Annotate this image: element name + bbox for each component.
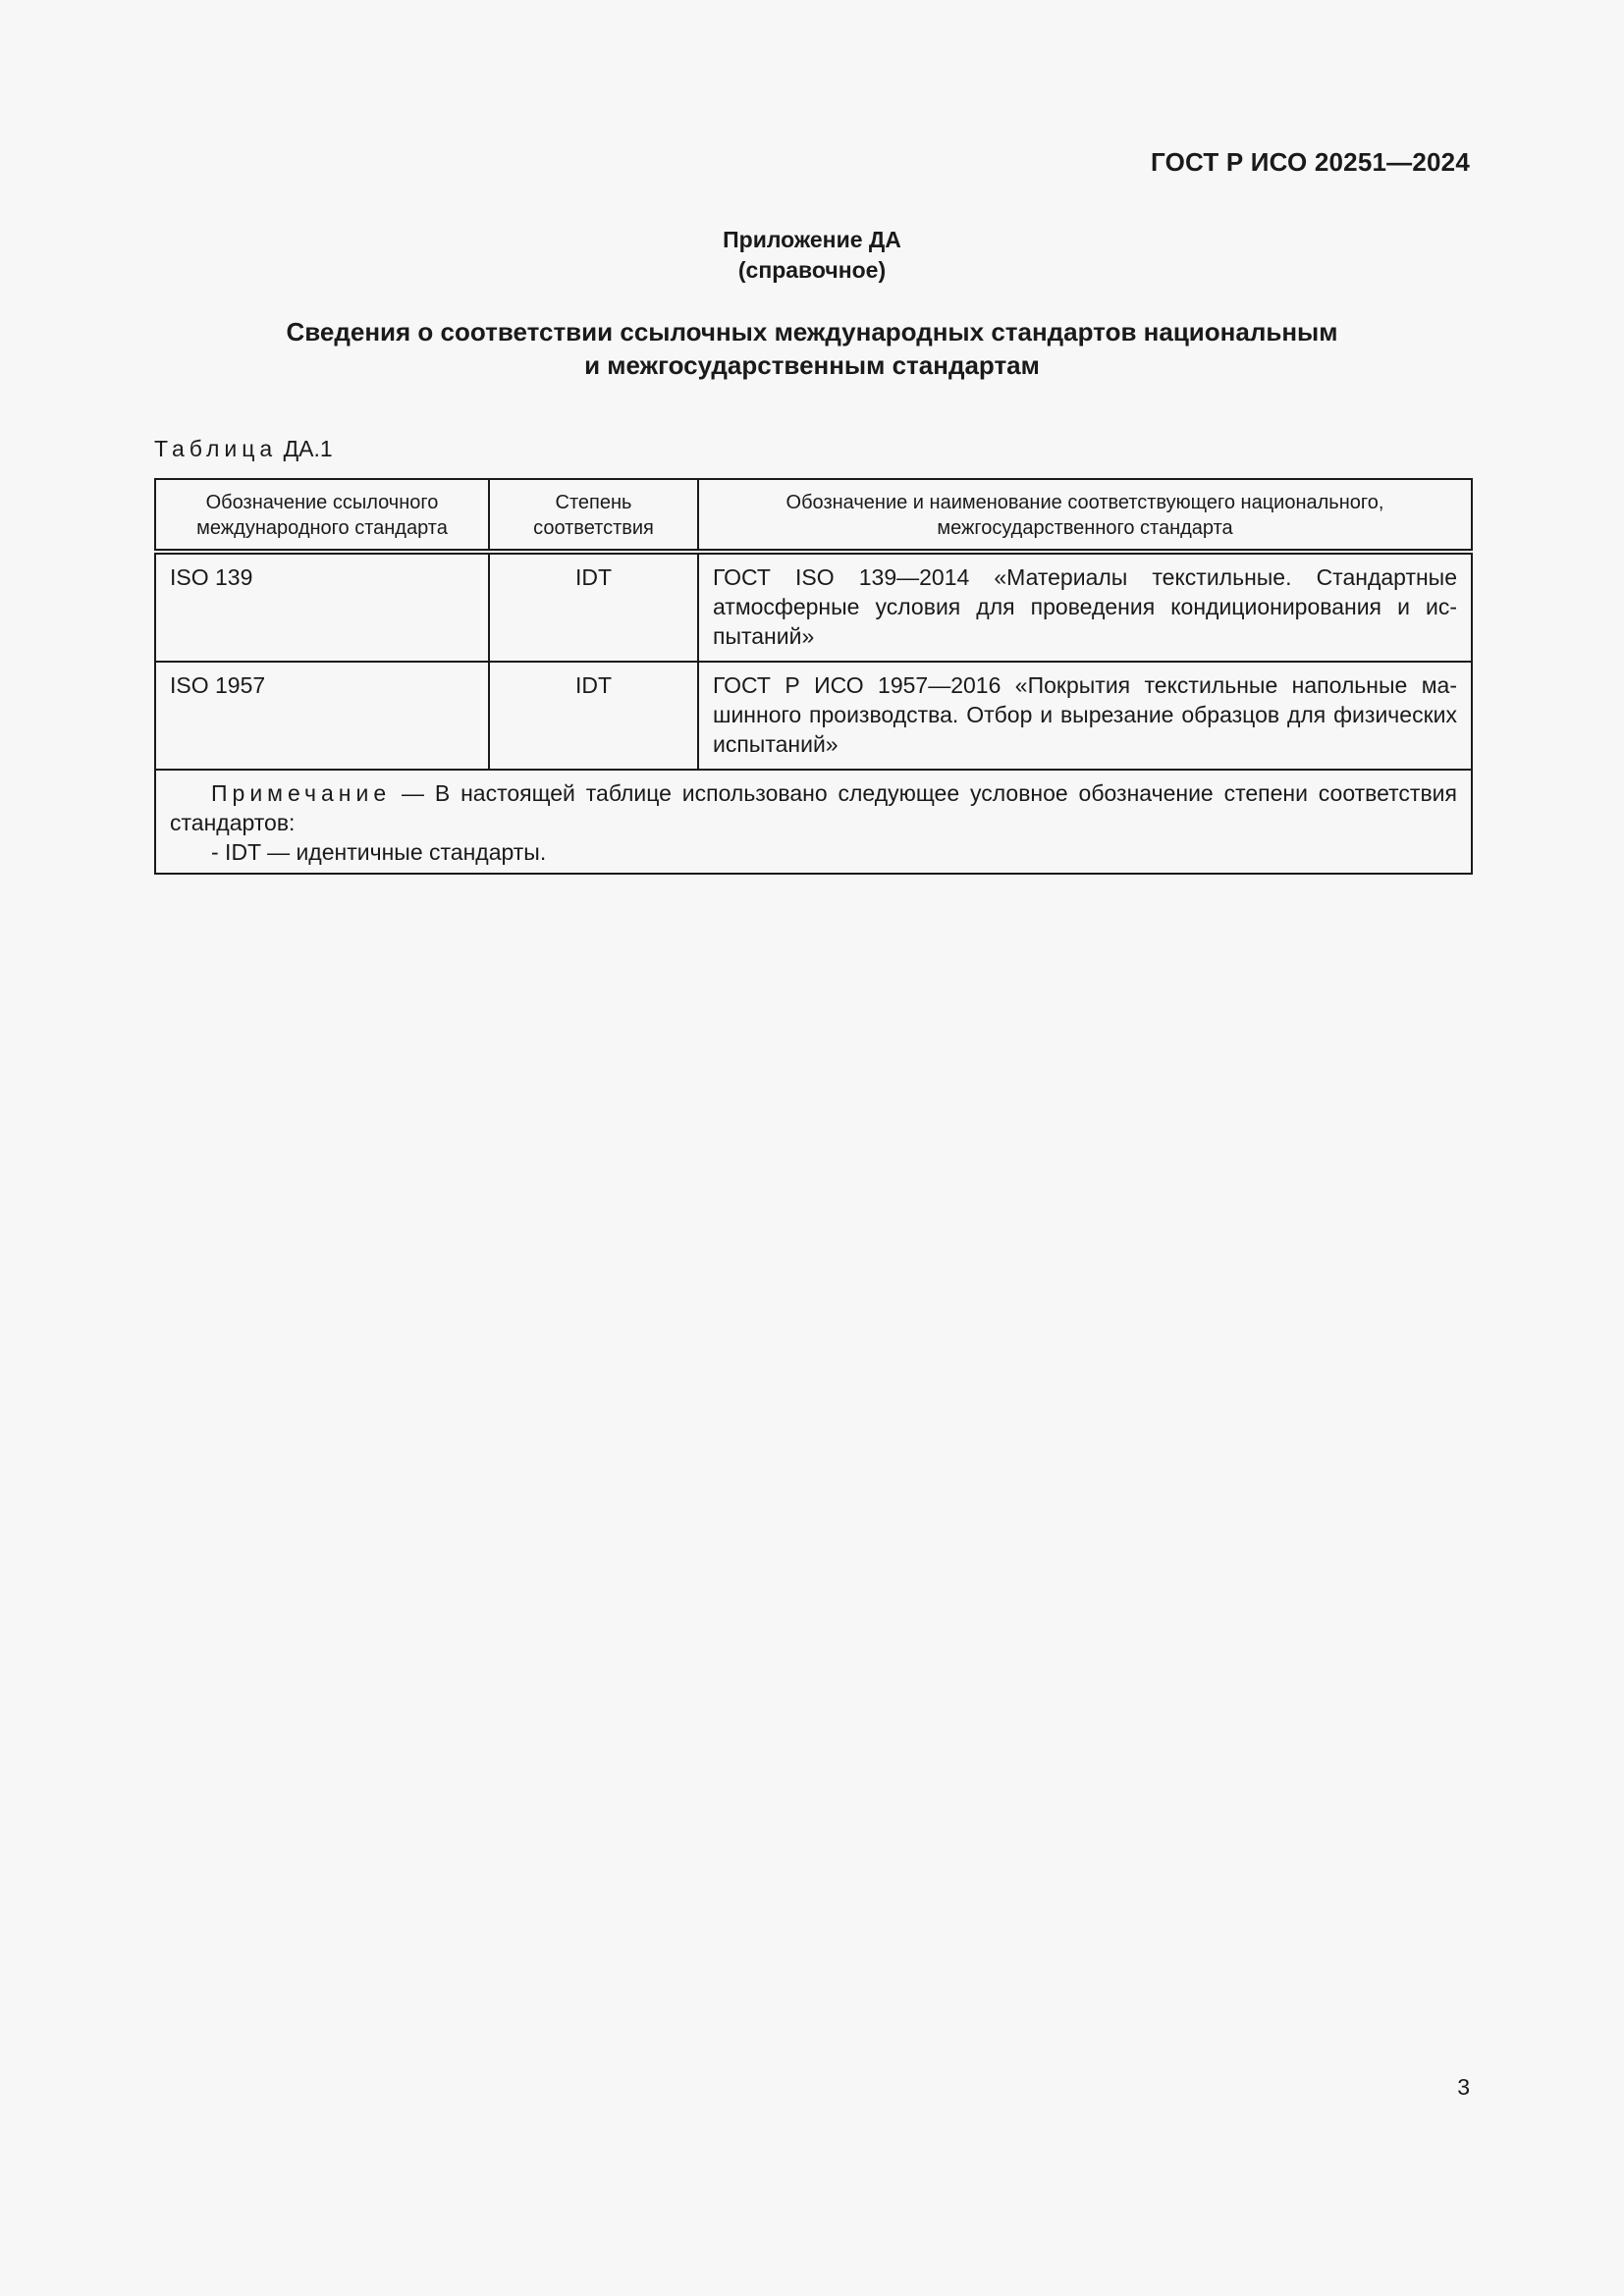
note-label: Примечание (211, 780, 392, 806)
table-row (155, 552, 1472, 662)
table-caption (154, 436, 333, 462)
section-title-line-1: Сведения о соответствии ссылочных международных стандартов национальным (286, 317, 1338, 347)
note-paragraph (170, 778, 1457, 837)
table-note-row (155, 770, 1472, 874)
appendix-subtitle: (справочное) (737, 257, 887, 283)
table-caption-number: ДА.1 (283, 436, 333, 461)
cell-national-standard: ГОСТ Р ИСО 1957—2016 «Покрытия текстильные напольные машинного производства. Отбор и вырезание образцов для физических испытаний» (698, 662, 1472, 770)
header-intl-standard: Обозначение ссылочного международного стандарта (155, 479, 489, 552)
header-national-standard: Обозначение и наименование соответствующего национального, межгосударственного стандарта (698, 479, 1472, 552)
table-row (155, 662, 1472, 770)
page-number: 3 (1457, 2074, 1470, 2100)
table-note (155, 770, 1472, 874)
note-item: - IDT — идентичные стандарты. (211, 839, 547, 865)
cell-national-standard: ГОСТ ISO 139—2014 «Материалы текстильные. Стандартные атмосферные условия для проведения кондиционирования и испытаний» (698, 552, 1472, 662)
section-title (0, 315, 1624, 382)
note-text: — В настоящей таблице использовано следующее условное обозначение степени соответствия стандартов: (170, 780, 1457, 835)
appendix-heading (0, 225, 1624, 286)
document-code: ГОСТ Р ИСО 20251—2024 (1150, 147, 1470, 177)
cell-degree: IDT (489, 552, 698, 662)
section-title-line-2: и межгосударственным стандартам (584, 350, 1040, 380)
table-caption-word: Таблица (154, 436, 278, 461)
cell-intl-standard: ISO 1957 (155, 662, 489, 770)
appendix-title: Приложение ДА (723, 227, 901, 252)
header-degree: Степень соответствия (489, 479, 698, 552)
cell-degree: IDT (489, 662, 698, 770)
cell-intl-standard: ISO 139 (155, 552, 489, 662)
correspondence-table (154, 478, 1473, 875)
table-header-row (155, 479, 1472, 552)
